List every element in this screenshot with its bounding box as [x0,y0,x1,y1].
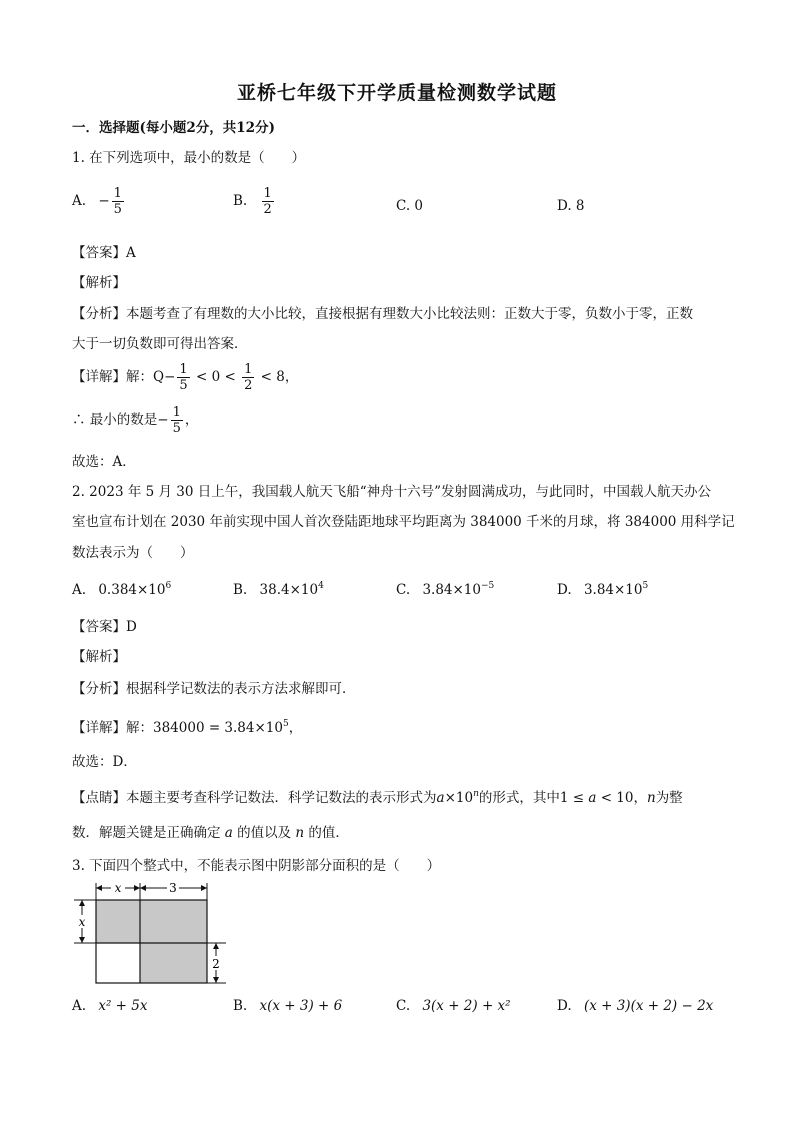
q3-option-b [233,996,342,1016]
q2-dianjing-text-c: ， [633,790,647,806]
q2-detail-suffix: ， [288,720,303,736]
q3-option-d-label: D. [557,998,572,1014]
fig-left-x-label: x [78,915,86,929]
q1-option-b: B. $\frac{1}{2}$ [233,186,272,217]
q2-dianjing-text-f: 的值以及 [237,825,292,841]
shaded-area-figure [70,880,240,990]
fig-right-2-label: 2 [212,957,220,971]
fig-top-3-label: 3 [169,881,177,895]
shaded-square-x [96,900,140,943]
q2-option-a-base: 0.384×10 [98,582,166,598]
fig-top-x-label: x [114,881,122,895]
q1-detail-prefix: 解：Q [126,369,165,385]
shaded-rect-3x [140,900,207,943]
q3-stem: 3. 下面四个整式中，不能表示图中阴影部分面积的是（ ） [72,858,441,874]
q2-stem-1: 2. 2023 年 5 月 30 日上午，我国载人航天飞船“神舟十六号”发射圆满成功，与此同时，中国载人航天办公 [72,484,712,500]
q2-fenxi-text: 根据科学记数法的表示方法求解即可． [126,681,356,697]
q1-answer [72,243,136,263]
q1-answer-value: A [126,245,136,261]
q2-dianjing-text-e: 数．解题关键是正确确定 [72,825,221,841]
q3-option-c [396,996,511,1016]
q2-option-d-exp: 5 [642,581,649,591]
section-heading: 一．选择题(每小题2分，共12分) [72,120,275,136]
q1-option-b-label: B. [233,193,248,209]
q1-stem: 1. 在下列选项中，最小的数是（ ） [72,150,306,166]
q2-option-b-exp: 4 [318,581,324,591]
q2-option-a-exp: 6 [165,581,172,591]
q3-option-d-math: (x + 3)(x + 2) − 2x [583,998,714,1014]
q3-option-c-math: 3(x + 2) + x² [422,998,511,1014]
q3-option-d [557,996,713,1016]
q2-stem-2: 室也宣布计划在 2030 年前实现中国人首次登陆距地球平均距离为 384000 千米的月球，将 384000 用科学记 [72,514,735,530]
q2-option-b [233,580,324,600]
q2-option-b-label: B. [233,582,248,598]
q2-option-c [396,580,494,600]
q2-dianjing-1: 【点睛】本题主要考查科学记数法．科学记数法的表示形式为$a\times 10^n$的形式，其中1 ≤ a < 10，n为整 [72,789,683,806]
q2-choose: 故选：D． [72,754,137,770]
q1-option-c: C. 0 [396,198,424,214]
answer-label: 【答案】 [72,245,126,261]
q2-answer [72,617,137,637]
q1-choose: 故选：A． [72,454,136,470]
q2-option-b-base: 38.4×10 [259,582,319,598]
q2-detail-prefix: 解： [126,720,153,736]
fenxi-label: 【分析】 [72,681,126,697]
dianjing-label: 【点睛】 [72,790,126,806]
q1-fenxi-2: 大于一切负数即可得出答案． [72,336,248,352]
detail-label: 【详解】 [72,369,126,385]
page-title: 亚桥七年级下开学质量检测数学试题 [236,82,557,104]
q3-option-a-math: x² + 5x [98,998,148,1014]
q3-option-a [72,996,147,1016]
q1-detail: 【详解】解：Q− $\frac{1}{5}$ < 0 < $\frac{1}{2}$ < 8， [72,362,299,393]
q2-dianjing-text-d: 为整 [655,790,683,806]
q1-option-a-label: A. [72,193,87,209]
q2-detail-exp: 5 [282,719,289,729]
q2-detail [72,718,302,738]
fenxi-label: 【分析】 [72,306,126,322]
q2-option-c-label: C. [396,582,411,598]
q3-option-c-label: C. [396,998,411,1014]
q2-dianjing-text-g: 的值． [308,825,349,841]
q2-dianjing-text-a: 本题主要考查科学记数法．科学记数法的表示形式为 [126,790,437,806]
q2-analysis-label: 【解析】 [72,649,126,665]
q2-option-a [72,580,171,600]
q2-answer-value: D [126,619,137,635]
shaded-rect-3x2 [140,943,207,983]
q3-option-b-math: x(x + 3) + 6 [259,998,343,1014]
q1-analysis-label: 【解析】 [72,275,126,291]
q2-detail-math: 384000 = 3.84×10 [153,720,283,736]
q3-option-a-label: A. [72,998,87,1014]
q2-option-c-exp: −5 [481,581,495,591]
q1-smallest: ∴ 最小的数是− $\frac{1}{5}$ ， [72,405,199,436]
q2-option-d [557,580,648,600]
q1-option-d: D. 8 [557,198,585,214]
q2-stem-3: 数法表示为（ ） [72,545,194,561]
q2-option-c-base: 3.84×10 [422,582,481,598]
q3-option-b-label: B. [233,998,248,1014]
detail-label: 【详解】 [72,720,126,736]
q1-fenxi-1 [72,304,693,324]
q1-option-a: A. − $\frac{1}{5}$ [72,186,122,217]
q2-dianjing-text-b: 的形式，其中 [478,790,560,806]
q2-option-d-base: 3.84×10 [583,582,643,598]
q2-option-a-label: A. [72,582,87,598]
q2-option-d-label: D. [557,582,572,598]
answer-label: 【答案】 [72,619,126,635]
q1-fenxi-text: 本题考查了有理数的大小比较，直接根据有理数大小比较法则：正数大于零，负数小于零，正数 [126,306,693,322]
q1-smallest-prefix: ∴ 最小的数是 [72,412,158,428]
q2-dianjing-2: 数．解题关键是正确确定 a 的值以及 n 的值． [72,825,349,841]
q2-fenxi [72,679,356,699]
